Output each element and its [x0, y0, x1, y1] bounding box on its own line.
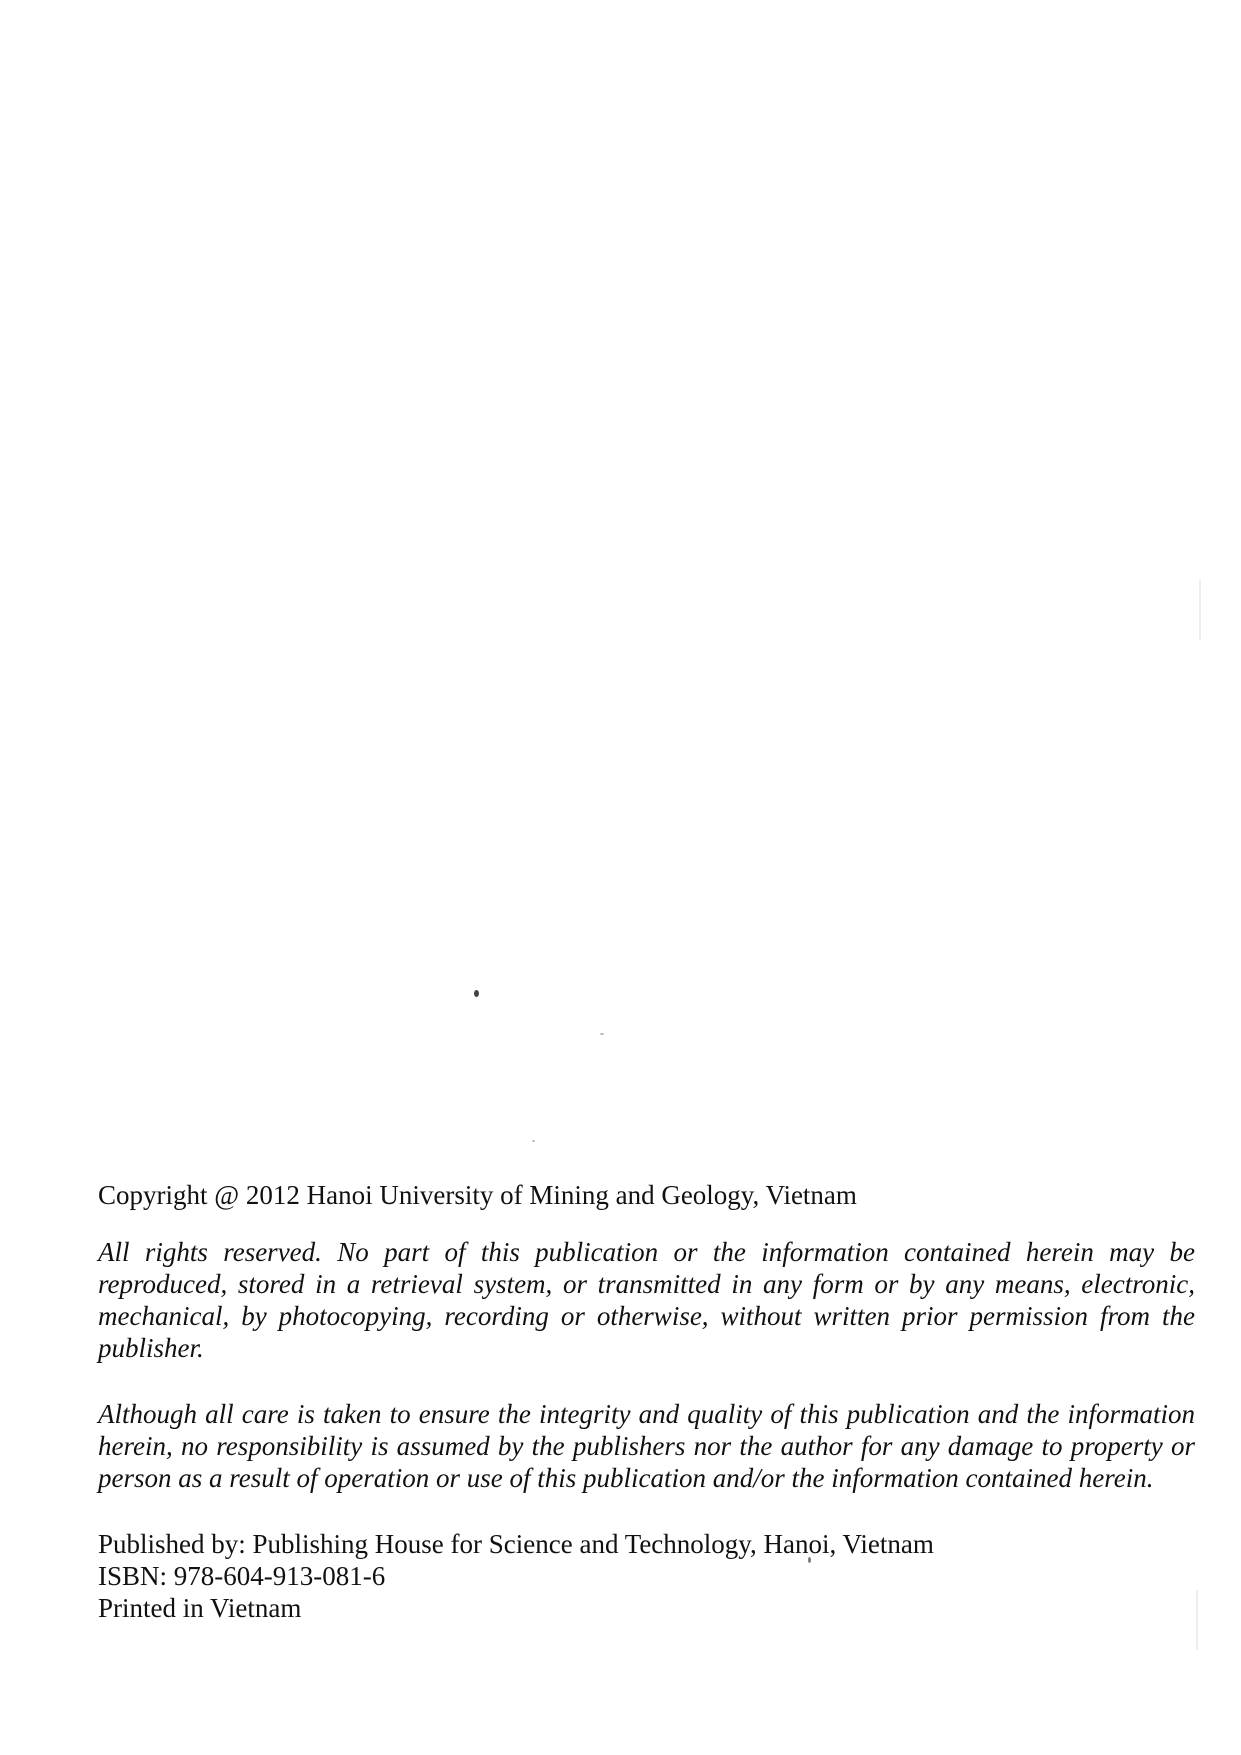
- isbn-line: ISBN: 978-604-913-081-6: [98, 1561, 386, 1591]
- copyright-block: [98, 1178, 1195, 1624]
- scan-speck: [1199, 580, 1201, 640]
- scan-speck: [474, 990, 479, 997]
- publisher-line: Published by: Publishing House for Science and Technology, Hanoi, Vietnam: [98, 1529, 934, 1559]
- disclaimer-paragraph: Although all care is taken to ensure the integrity and quality of this publication and the information herein, no responsibility is assumed by the publishers nor the author for any damage to property or person as a result of operation or use of this publication and/or the information contained herein.: [98, 1399, 1195, 1493]
- scan-speck: [1196, 1590, 1198, 1650]
- rights-reserved-paragraph: All rights reserved. No part of this publication or the information contained herein may be reproduced, stored in a retrieval system, or transmitted in any form or by any means, electronic, mechanical, by photocopying, recording or otherwise, without written prior permission from the publisher.: [98, 1237, 1195, 1363]
- printed-in-line: Printed in Vietnam: [98, 1593, 302, 1623]
- scan-speck: [600, 1033, 604, 1035]
- copyright-line: Copyright @ 2012 Hanoi University of Mining and Geology, Vietnam: [98, 1180, 857, 1210]
- scan-speck: [532, 1140, 535, 1142]
